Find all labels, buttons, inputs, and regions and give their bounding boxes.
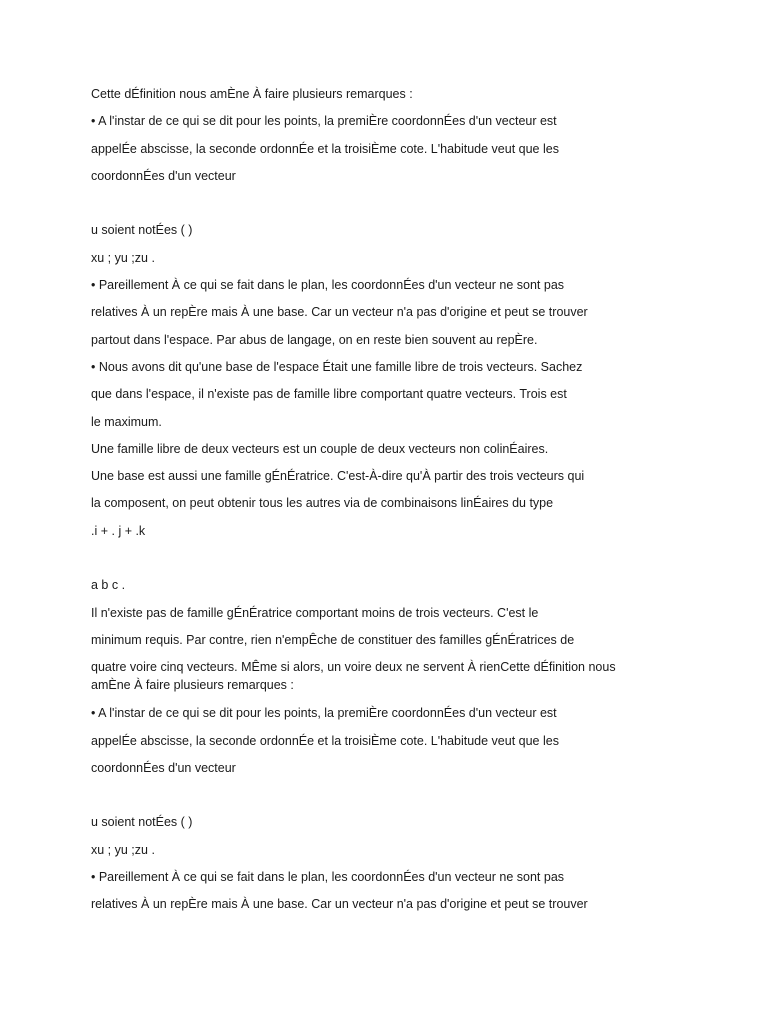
text-line: • Pareillement À ce qui se fait dans le plan, les coordonnÉes d'un vecteur ne sont pas (91, 870, 565, 885)
text-line: appelÉe abscisse, la seconde ordonnÉe et la troisiÈme cote. L'habitude veut que les (91, 733, 559, 748)
text-line: coordonnÉes d'un vecteur (91, 168, 236, 183)
text-line: • Nous avons dit qu'une base de l'espace Était une famille libre de trois vecteurs. Sachez (91, 359, 583, 374)
text-line: u soient notÉes ( ) (91, 815, 193, 830)
text-line: minimum requis. Par contre, rien n'empÊche de constituer des familles gÉnÉratrices de (91, 632, 575, 647)
text-line: Une base est aussi une famille gÉnÉratrice. C'est-À-dire qu'À partir des trois vecteurs qui (91, 469, 585, 484)
text-line: coordonnÉes d'un vecteur (91, 760, 236, 775)
text-line: appelÉe abscisse, la seconde ordonnÉe et la troisiÈme cote. L'habitude veut que les (91, 141, 559, 156)
text-line: u soient notÉes ( ) (91, 223, 193, 238)
text-line: Cette dÉfinition nous amÈne À faire plusieurs remarques : (91, 87, 413, 101)
text-line: xu ; yu ;zu . (91, 842, 155, 857)
document-body (91, 85, 651, 923)
text-line: la composent, on peut obtenir tous les autres via de combinaisons linÉaires du type (91, 496, 554, 511)
text-line: quatre voire cinq vecteurs. MÊme si alors, un voire deux ne servent À rienCette dÉfinition nous amÈne À faire plusieurs remarques : (91, 660, 616, 693)
text-line: • Pareillement À ce qui se fait dans le plan, les coordonnÉes d'un vecteur ne sont pas (91, 278, 565, 293)
text-line: que dans l'espace, il n'existe pas de famille libre comportant quatre vecteurs. Trois est (91, 387, 567, 402)
text-line: relatives À un repÈre mais À une base. Car un vecteur n'a pas d'origine et peut se trouver (91, 305, 588, 320)
text-line: partout dans l'espace. Par abus de langage, on en reste bien souvent au repÈre. (91, 332, 538, 347)
text-line: Une famille libre de deux vecteurs est un couple de deux vecteurs non colinÉaires. (91, 441, 549, 456)
text-line: .i + . j + .k (91, 523, 146, 538)
text-line: le maximum. (91, 414, 162, 429)
blank-line (91, 194, 651, 221)
text-line: • A l'instar de ce qui se dit pour les points, la premiÈre coordonnÉes d'un vecteur est (91, 114, 557, 129)
text-line: a b c . (91, 578, 126, 593)
text-line: relatives À un repÈre mais À une base. Car un vecteur n'a pas d'origine et peut se trouver (91, 897, 588, 912)
text-line: Il n'existe pas de famille gÉnÉratrice comportant moins de trois vecteurs. C'est le (91, 605, 539, 620)
text-line: • A l'instar de ce qui se dit pour les points, la premiÈre coordonnÉes d'un vecteur est (91, 706, 557, 721)
blank-line (91, 549, 651, 576)
text-line: xu ; yu ;zu . (91, 250, 155, 265)
blank-line (91, 786, 651, 813)
